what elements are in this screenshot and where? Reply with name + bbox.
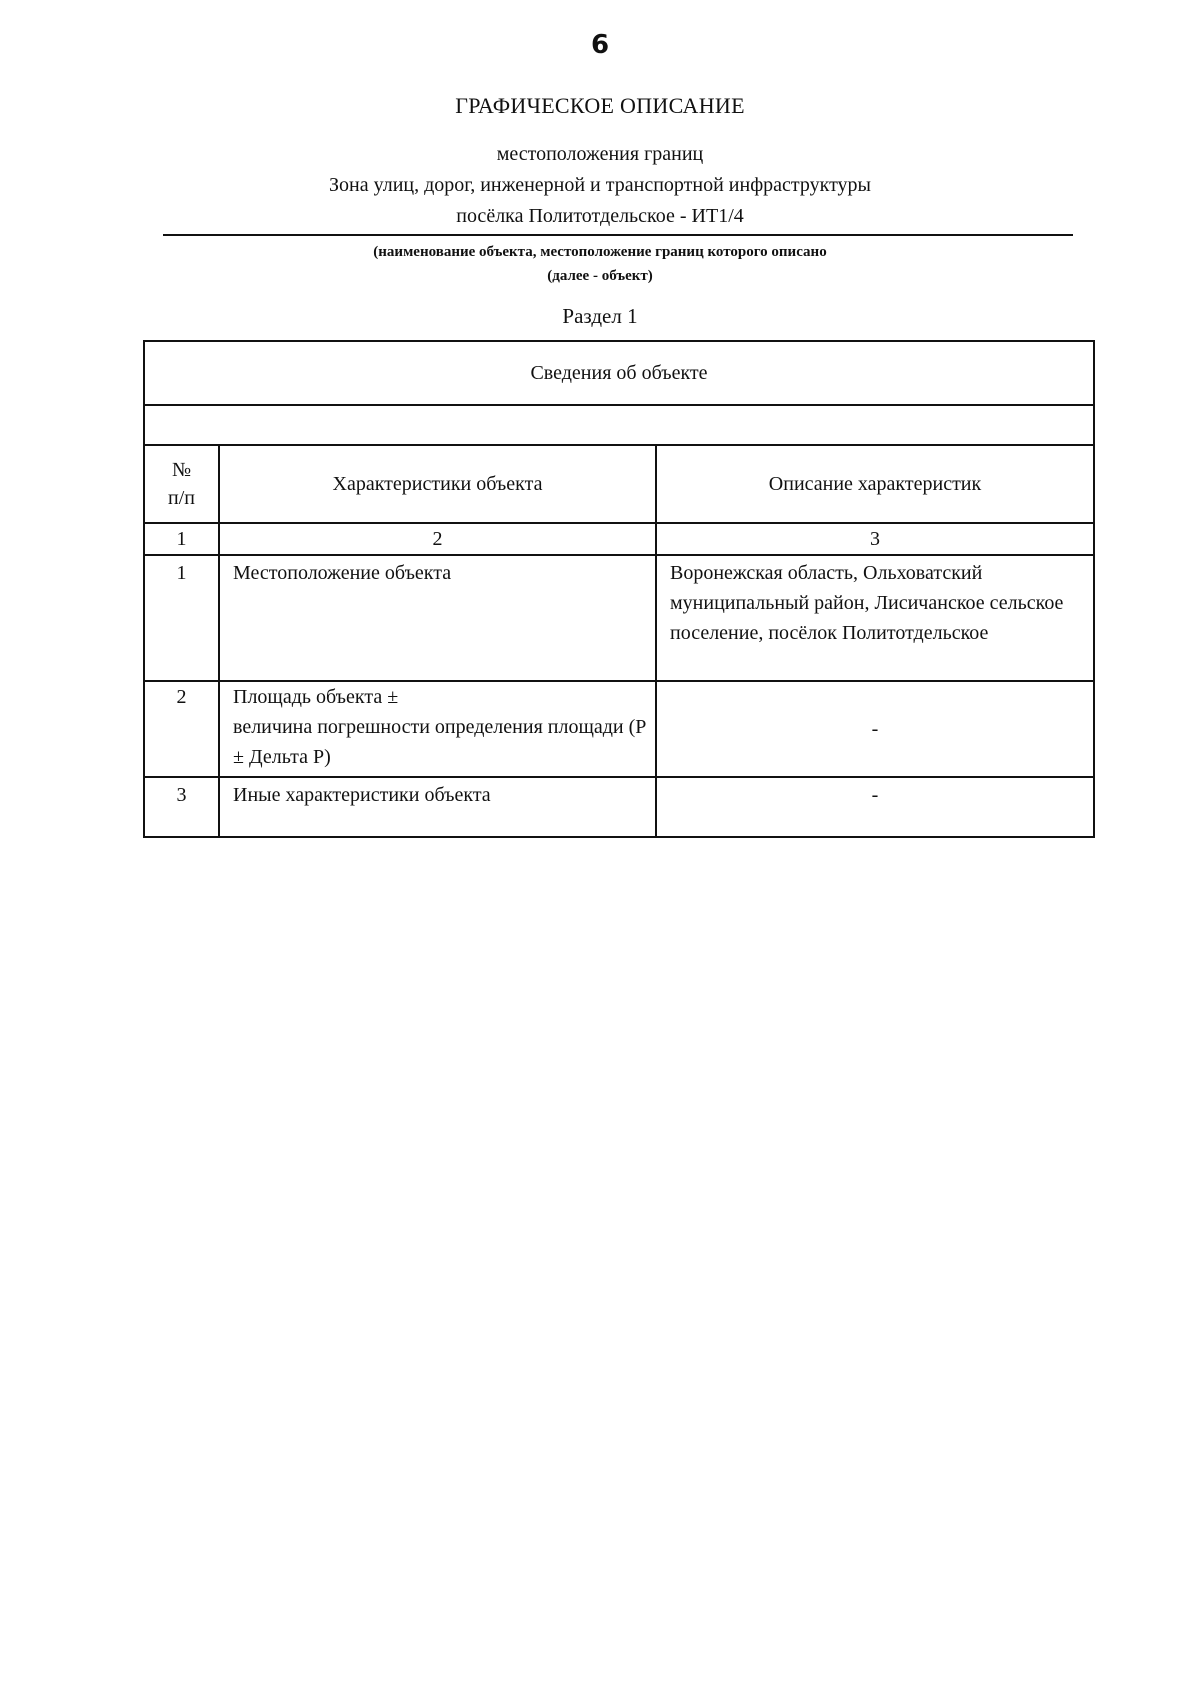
row-characteristic-line: Площадь объекта ± (233, 686, 399, 708)
column-header-num-line1: № (171, 459, 192, 481)
row-characteristic (219, 681, 656, 777)
table-row (144, 681, 1094, 777)
row-description: Воронежская область, Ольховатский муниципальный район, Лисичанское сельское поселение, посёлок Политотдельское (656, 555, 1094, 681)
table-row (144, 777, 1094, 837)
column-header-num-line2: п/п (168, 487, 195, 509)
column-number: 2 (219, 523, 656, 555)
table-blank-cell (144, 405, 1094, 445)
column-header-characteristic: Характеристики объекта (219, 445, 656, 523)
row-description: - (656, 681, 1094, 777)
table-header-row (144, 341, 1094, 405)
document-subtitle (0, 139, 1200, 232)
page-number: 6 (590, 30, 610, 60)
table-header: Сведения об объекте (144, 341, 1094, 405)
subtitle-line: местоположения границ (496, 143, 704, 165)
row-number: 3 (144, 777, 219, 837)
column-number: 3 (656, 523, 1094, 555)
row-number: 1 (144, 555, 219, 681)
caption-line: (наименование объекта, местоположение границ которого описано (373, 244, 827, 260)
caption-line: (далее - объект) (547, 268, 653, 284)
column-header-description: Описание характеристик (656, 445, 1094, 523)
row-number: 2 (144, 681, 219, 777)
document-title: ГРАФИЧЕСКОЕ ОПИСАНИЕ (455, 93, 745, 118)
row-description: - (656, 777, 1094, 837)
row-characteristic: Иные характеристики объекта (219, 777, 656, 837)
object-info-table (143, 340, 1095, 838)
subtitle-line: посёлка Политотдельское - ИТ1/4 (456, 205, 744, 227)
row-characteristic-line: величина погрешности определения площади (Р ± Дельта Р) (233, 716, 647, 768)
column-header-num (144, 445, 219, 523)
subtitle-line: Зона улиц, дорог, инженерной и транспортной инфраструктуры (329, 174, 871, 196)
table-row (144, 555, 1094, 681)
title-underline (163, 234, 1073, 236)
object-caption (0, 240, 1200, 288)
column-number: 1 (144, 523, 219, 555)
section-label: Раздел 1 (562, 304, 638, 328)
column-header-row (144, 445, 1094, 523)
column-number-row (144, 523, 1094, 555)
table-blank-row (144, 405, 1094, 445)
row-characteristic: Местоположение объекта (219, 555, 656, 681)
